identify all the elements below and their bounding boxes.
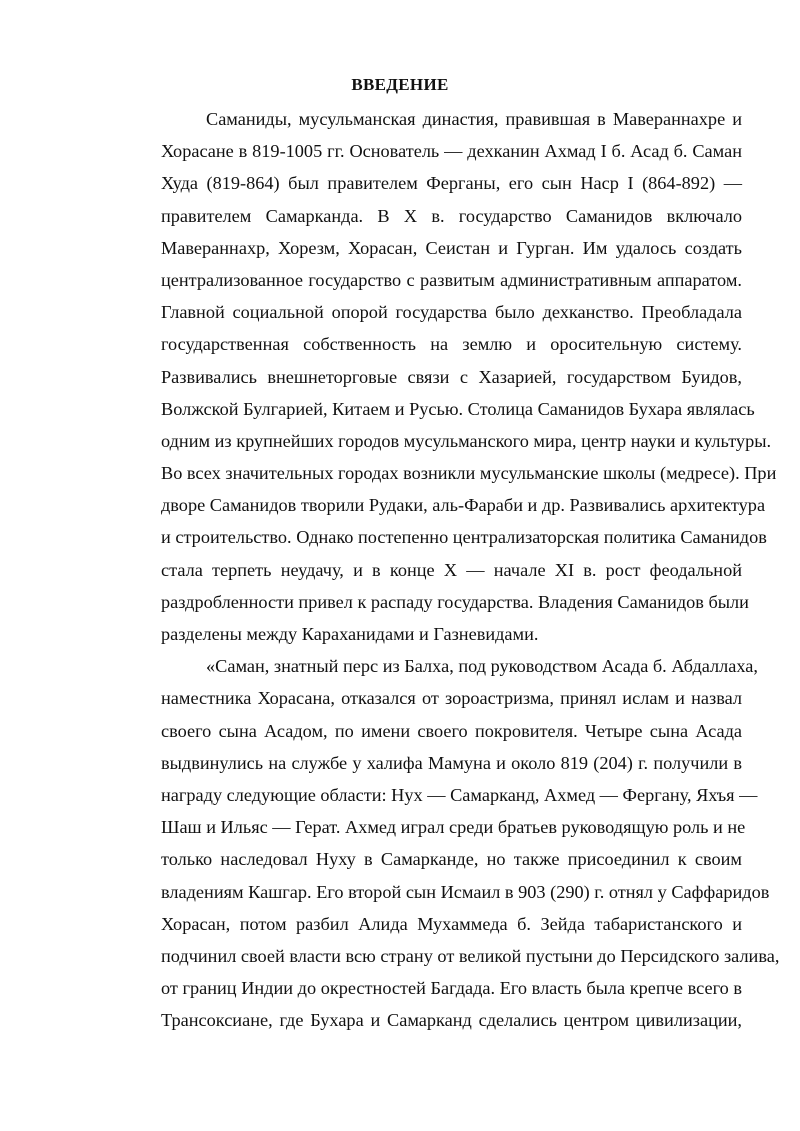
text-line: правителем Самарканда. В X в. государство Саманидов включало (161, 205, 742, 226)
text-line: разделены между Караханидами и Газневидами. (161, 624, 539, 644)
text-line: Хорасан, потом разбил Алида Мухаммеда б. Зейда табаристанского и (161, 913, 742, 934)
page-title: ВВЕДЕНИЕ (351, 75, 449, 94)
text-line: подчинил своей власти всю страну от великой пустыни до Персидского залива, (161, 945, 780, 966)
text-line: одним из крупнейших городов мусульманского мира, центр науки и культуры. (161, 430, 772, 451)
text-line: Мавераннахр, Хорезм, Хорасан, Сеистан и Гурган. Им удалось создать (161, 237, 742, 258)
text-line: раздробленности привел к распаду государства. Владения Саманидов были (161, 591, 749, 612)
text-line: «Саман, знатный перс из Балха, под руководством Асада б. Абдаллаха, (206, 656, 758, 677)
text-line: выдвинулись на службе у халифа Мамуна и около 819 (204) г. получили в (161, 752, 742, 773)
text-line: награду следующие области: Нух — Самарканд, Ахмед — Фергану, Яхъя — (161, 784, 758, 805)
text-line: Развивались внешнеторговые связи с Хазарией, государством Буидов, (161, 366, 742, 387)
text-line: и строительство. Однако постепенно централизаторская политика Саманидов (161, 527, 767, 548)
text-line: Саманиды, мусульманская династия, правившая в Мавераннахре и (206, 109, 742, 129)
paragraph-2 (116, 650, 780, 1036)
text-line: только наследовал Нуху в Самарканде, но также присоединил к своим (161, 849, 742, 870)
text-line: Худа (819-864) был правителем Ферганы, его сын Наср I (864-892) — (161, 173, 742, 194)
text-line: дворе Саманидов творили Рудаки, аль-Фараби и др. Развивались архитектура (161, 495, 766, 516)
text-line: от границ Индии до окрестностей Багдада. Его власть была крепче всего в (161, 978, 742, 999)
paragraph-1 (116, 103, 777, 650)
text-line: своего сына Асадом, по имени своего покровителя. Четыре сына Асада (161, 720, 742, 741)
body-text (116, 103, 780, 1036)
text-line: Шаш и Ильяс — Герат. Ахмед играл среди братьев руководящую роль и не (161, 817, 746, 838)
text-line: Хорасане в 819-1005 гг. Основатель — дехканин Ахмад I б. Асад б. Саман (161, 141, 742, 162)
text-line: стала терпеть неудачу, и в конце X — начале XI в. рост феодальной (161, 559, 742, 580)
text-line: Трансоксиане, где Бухара и Самарканд сделались центром цивилизации, (161, 1010, 742, 1031)
text-line: централизованное государство с развитым административным аппаратом. (161, 269, 742, 290)
text-line: Во всех значительных городах возникли мусульманские школы (медресе). При (161, 463, 777, 484)
text-line: государственная собственность на землю и оросительную систему. (161, 334, 742, 355)
text-line: Волжской Булгарией, Китаем и Русью. Столица Саманидов Бухара являлась (161, 398, 755, 419)
text-line: Главной социальной опорой государства было дехканство. Преобладала (161, 302, 742, 323)
text-line: наместника Хорасана, отказался от зороастризма, принял ислам и назвал (161, 688, 742, 709)
text-line: владениям Кашгар. Его второй сын Исмаил в 903 (290) г. отнял у Саффаридов (161, 881, 770, 902)
